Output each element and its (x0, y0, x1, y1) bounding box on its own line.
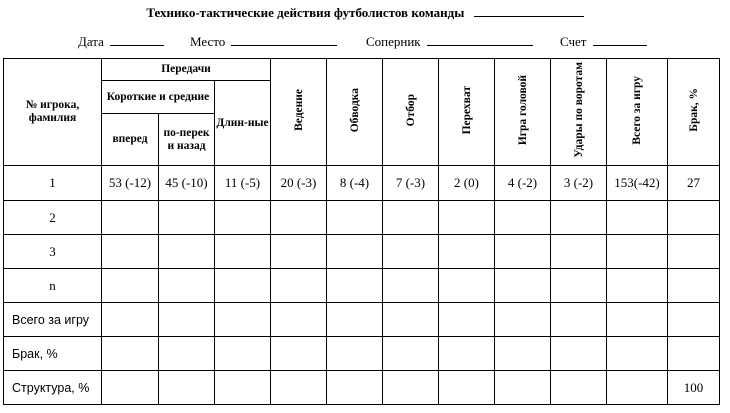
table-row (4, 303, 720, 337)
row-label: n (4, 269, 102, 303)
table-cell (439, 371, 495, 405)
table-cell (383, 235, 439, 269)
table-cell (607, 235, 668, 269)
table-cell (327, 371, 383, 405)
table-cell: 2 (0) (439, 166, 495, 201)
date-field (78, 34, 164, 50)
table-cell (551, 201, 607, 235)
table-cell (102, 269, 159, 303)
table-cell (215, 235, 271, 269)
table-cell (271, 201, 327, 235)
table-cell (607, 337, 668, 371)
table-cell (495, 337, 551, 371)
table-cell (102, 371, 159, 405)
table-cell: 3 (-2) (551, 166, 607, 201)
table-cell (607, 201, 668, 235)
table-row (4, 166, 720, 201)
table-cell (159, 371, 215, 405)
table-cell (495, 201, 551, 235)
table-row (4, 337, 720, 371)
table-cell (495, 371, 551, 405)
table-cell (383, 269, 439, 303)
place-label: Место (190, 34, 226, 49)
score-blank-line (593, 34, 647, 46)
table-cell (159, 337, 215, 371)
opponent-label: Соперник (366, 34, 421, 49)
table-cell (271, 235, 327, 269)
header-heading: Игра головой (495, 59, 551, 166)
header-total: Всего за игру (607, 59, 668, 166)
header-shots: Удары по воротам (551, 59, 607, 166)
table-cell (383, 337, 439, 371)
row-label: Брак, % (4, 337, 102, 371)
table-cell (327, 201, 383, 235)
table-cell (215, 371, 271, 405)
table-cell (102, 303, 159, 337)
header-passes: Передачи (102, 59, 271, 81)
table-cell (271, 303, 327, 337)
row-label: Всего за игру (4, 303, 102, 337)
table-cell (102, 201, 159, 235)
table-row (4, 269, 720, 303)
table-cell: 11 (-5) (215, 166, 271, 201)
table-cell (271, 371, 327, 405)
header-player: № игрока, фамилия (4, 59, 102, 166)
table-cell: 4 (-2) (495, 166, 551, 201)
date-blank-line (110, 34, 164, 46)
table-cell (551, 371, 607, 405)
header-forward: вперед (102, 114, 159, 166)
table-cell (668, 269, 720, 303)
table-cell (439, 337, 495, 371)
table-row (4, 371, 720, 405)
table-cell (439, 303, 495, 337)
opponent-blank-line (427, 34, 533, 46)
date-label: Дата (78, 34, 104, 49)
table-cell (159, 235, 215, 269)
table-cell (159, 269, 215, 303)
table-cell (215, 337, 271, 371)
title-text: Технико-тактические действия футболистов команды (146, 5, 465, 20)
table-cell (159, 303, 215, 337)
opponent-field (366, 34, 533, 50)
table-cell: 45 (-10) (159, 166, 215, 201)
row-label: 2 (4, 201, 102, 235)
table-cell: 8 (-4) (327, 166, 383, 201)
table-cell (327, 269, 383, 303)
table-cell (383, 371, 439, 405)
table-cell (495, 269, 551, 303)
score-field (560, 34, 647, 50)
table-cell (102, 235, 159, 269)
table-cell (495, 235, 551, 269)
table-body (4, 166, 720, 405)
row-label: Структура, % (4, 371, 102, 405)
table-cell (551, 235, 607, 269)
table-row (4, 201, 720, 235)
header-short-medium: Короткие и средние (102, 81, 215, 114)
table-cell: 27 (668, 166, 720, 201)
table-cell: 53 (-12) (102, 166, 159, 201)
table-cell (668, 235, 720, 269)
table-cell (271, 269, 327, 303)
row-label: 1 (4, 166, 102, 201)
stats-table (3, 58, 720, 405)
table-cell: 153(-42) (607, 166, 668, 201)
table-cell (439, 201, 495, 235)
table-cell (327, 337, 383, 371)
place-blank-line (231, 34, 337, 46)
table-cell (668, 201, 720, 235)
table-cell (102, 337, 159, 371)
table-cell (551, 337, 607, 371)
score-label: Счет (560, 34, 587, 49)
table-cell (439, 269, 495, 303)
table-cell (327, 235, 383, 269)
header-interception: Перехват (439, 59, 495, 166)
team-blank-line (474, 5, 584, 17)
header-dribbling: Ведение (271, 59, 327, 166)
table-cell (159, 201, 215, 235)
table-cell: 20 (-3) (271, 166, 327, 201)
table-cell (215, 269, 271, 303)
row-label: 3 (4, 235, 102, 269)
document-title (0, 5, 730, 21)
table-cell (607, 371, 668, 405)
header-long: Длин-ные (215, 81, 271, 166)
table-cell (383, 303, 439, 337)
table-cell (215, 303, 271, 337)
table-cell (607, 269, 668, 303)
table-cell (551, 303, 607, 337)
table-cell (551, 269, 607, 303)
table-cell (668, 337, 720, 371)
table-cell (495, 303, 551, 337)
table-cell: 100 (668, 371, 720, 405)
table-cell (439, 235, 495, 269)
table-cell (668, 303, 720, 337)
place-field (190, 34, 337, 50)
table-cell (383, 201, 439, 235)
header-feint: Обводка (327, 59, 383, 166)
table-cell (327, 303, 383, 337)
table-cell (215, 201, 271, 235)
header-across-back: по-перек и назад (159, 114, 215, 166)
table-cell: 7 (-3) (383, 166, 439, 201)
header-tackle: Отбор (383, 59, 439, 166)
table-row (4, 235, 720, 269)
table-cell (607, 303, 668, 337)
header-defect: Брак, % (668, 59, 720, 166)
table-cell (271, 337, 327, 371)
